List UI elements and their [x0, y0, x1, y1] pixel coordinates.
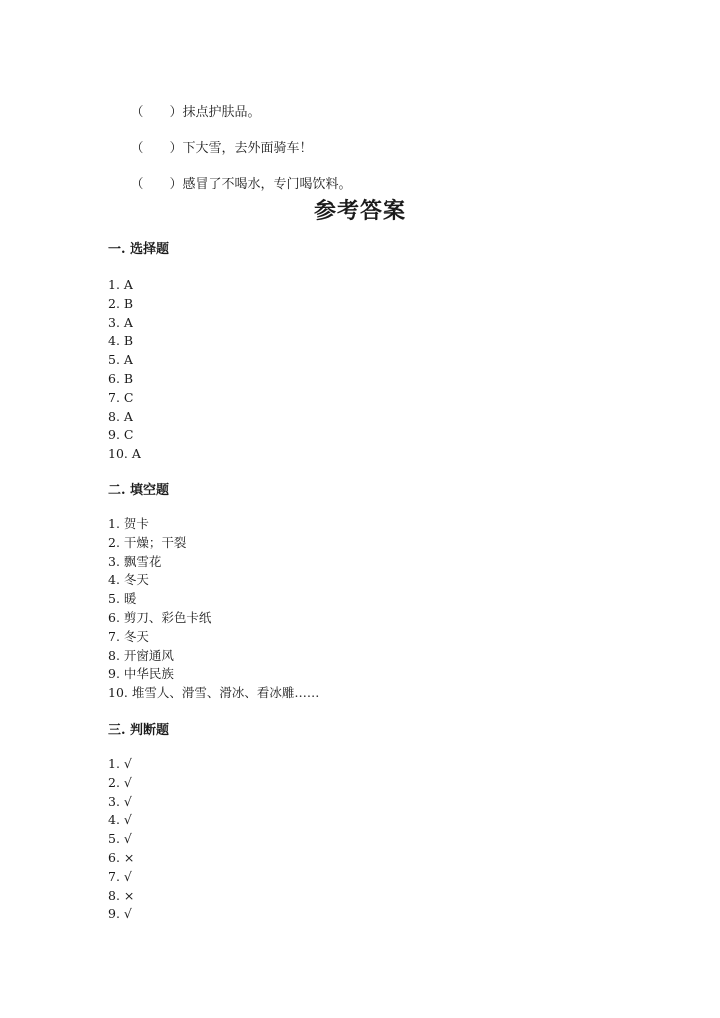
answer-item: 3. √	[108, 793, 132, 809]
answer-item: 5. √	[108, 831, 132, 847]
answer-item: 6. ×	[108, 849, 135, 865]
section-heading-true-false: 三. 判断题	[108, 723, 170, 738]
answer-parentheses: （ ）	[130, 141, 183, 156]
answer-item: 6. B	[108, 370, 134, 386]
answer-item: 7. C	[108, 389, 134, 405]
question-text: 下大雪，去外面骑车！	[182, 141, 313, 156]
question-text: 感冒了不喝水，专门喝饮料。	[182, 177, 352, 192]
answer-item: 7. √	[108, 868, 132, 884]
question-text: 抹点护肤品。	[182, 105, 261, 120]
answer-item: 2. B	[108, 295, 134, 311]
answer-item: 9. C	[108, 427, 134, 443]
answer-item: 10. A	[108, 446, 141, 462]
answer-item: 5. A	[108, 352, 133, 368]
answer-item: 4. 冬天	[108, 572, 149, 588]
answer-list-choice	[108, 276, 141, 464]
answer-item: 8. A	[108, 408, 133, 424]
answer-item: 8. ×	[108, 887, 135, 903]
answer-parentheses: （ ）	[130, 105, 183, 120]
answer-item: 2. 干燥；干裂	[108, 534, 187, 550]
answer-item: 1. √	[108, 756, 132, 771]
answer-parentheses: （ ）	[130, 177, 183, 192]
answer-item: 2. √	[108, 774, 132, 790]
answer-item: 4. √	[108, 812, 132, 828]
answer-item: 4. B	[108, 333, 134, 349]
answer-item: 10. 堆雪人、滑雪、滑冰、看冰雕……	[108, 685, 320, 701]
answer-item: 9. √	[108, 906, 132, 922]
section-heading-choice: 一. 选择题	[108, 242, 170, 257]
answer-item: 1. A	[108, 277, 133, 292]
section-heading-fill-blank: 二. 填空题	[108, 483, 170, 498]
answer-item: 9. 中华民族	[108, 666, 174, 682]
answer-item: 3. A	[108, 314, 133, 330]
answer-item: 8. 开窗通风	[108, 647, 174, 663]
answer-item: 5. 暖	[108, 591, 137, 607]
answer-item: 1. 贺卡	[108, 516, 149, 531]
answer-list-true-false	[108, 755, 134, 924]
answer-item: 7. 冬天	[108, 628, 149, 644]
answer-key-title: 参考答案	[313, 198, 406, 224]
answer-item: 3. 飘雪花	[108, 553, 162, 569]
answer-item: 6. 剪刀、彩色卡纸	[108, 609, 212, 625]
answer-list-fill-blank	[108, 515, 319, 703]
